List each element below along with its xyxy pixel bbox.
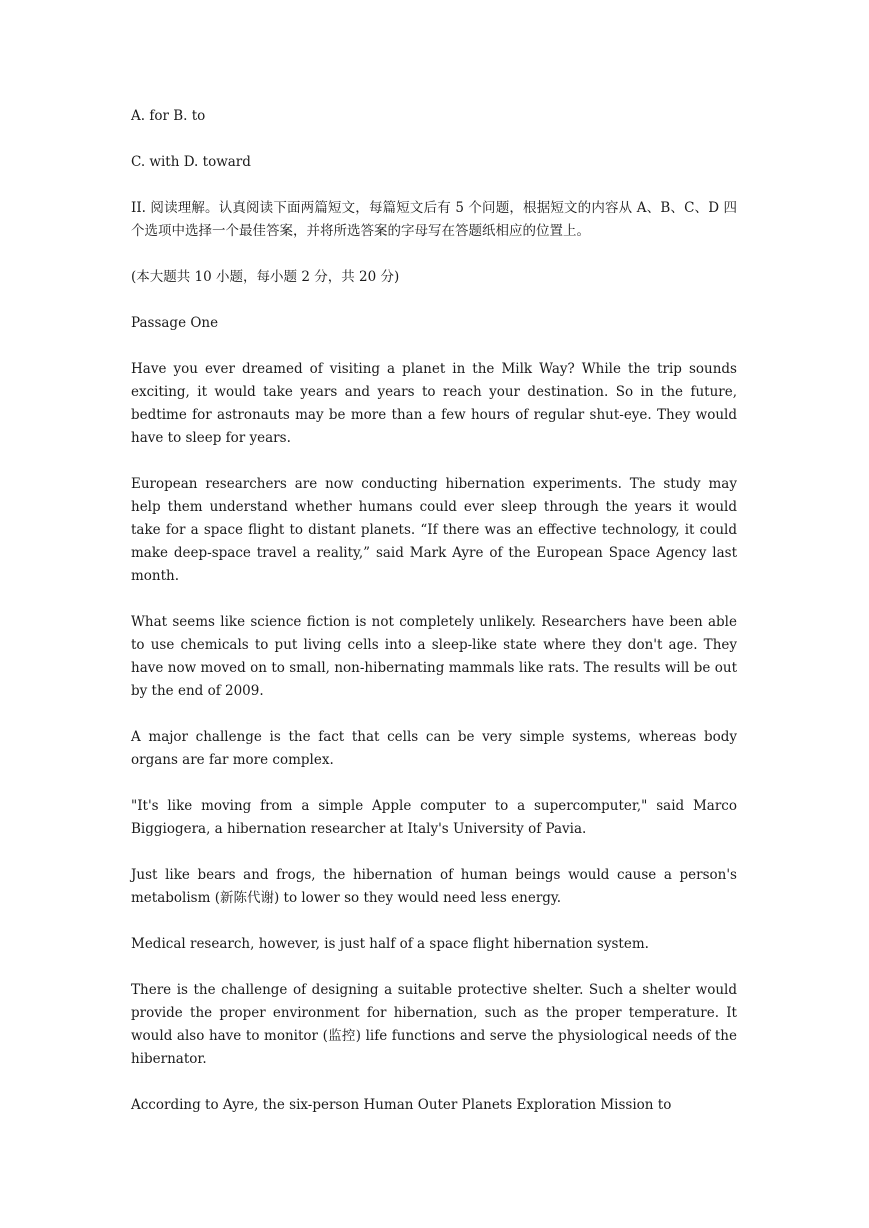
passage-title: Passage One [131, 315, 219, 331]
scoring-note: (本大题共 10 小题，每小题 2 分，共 20 分) [131, 269, 400, 285]
passage-paragraph-3: What seems like science fiction is not completely unlikely. Researchers have been able to use chemicals to put living cells into a sleep-like state where they don't age. They have now moved on to small, non-hibernating mammals like rats. The results will be out by the end of 2009. [131, 614, 737, 699]
options-line-ab: A. for B. to [131, 108, 206, 124]
section-heading: II. 阅读理解。认真阅读下面两篇短文，每篇短文后有 5 个问题，根据短文的内容从 A、B、C、D 四个选项中选择一个最佳答案，并将所选答案的字母写在答题纸相应的位置上。 [131, 200, 737, 239]
passage-paragraph-4: A major challenge is the fact that cells can be very simple systems, whereas body organs are far more complex. [131, 729, 737, 768]
options-line-cd: C. with D. toward [131, 154, 251, 170]
passage-paragraph-6: Just like bears and frogs, the hibernation of human beings would cause a person's metabolism (新陈代谢) to lower so they would need less energy. [131, 867, 737, 906]
passage-paragraph-2: European researchers are now conducting hibernation experiments. The study may help them understand whether humans could ever sleep through the years it would take for a space flight to distant planets. “If there was an effective technology, it could make deep-space travel a reality,” said Mark Ayre of the European Space Agency last month. [131, 476, 737, 584]
passage-paragraph-9: According to Ayre, the six-person Human Outer Planets Exploration Mission to [131, 1097, 672, 1113]
document-page [131, 105, 737, 1140]
passage-paragraph-1: Have you ever dreamed of visiting a planet in the Milk Way? While the trip sounds exciting, it would take years and years to reach your destination. So in the future, bedtime for astronauts may be more than a few hours of regular shut-eye. They would have to sleep for years. [131, 361, 737, 446]
passage-paragraph-5: "It's like moving from a simple Apple computer to a supercomputer," said Marco Biggiogera, a hibernation researcher at Italy's University of Pavia. [131, 798, 737, 837]
passage-paragraph-7: Medical research, however, is just half of a space flight hibernation system. [131, 936, 649, 952]
passage-paragraph-8: There is the challenge of designing a suitable protective shelter. Such a shelter would provide the proper environment for hibernation, such as the proper temperature. It would also have to monitor (监控) life functions and serve the physiological needs of the hibernator. [131, 982, 737, 1067]
